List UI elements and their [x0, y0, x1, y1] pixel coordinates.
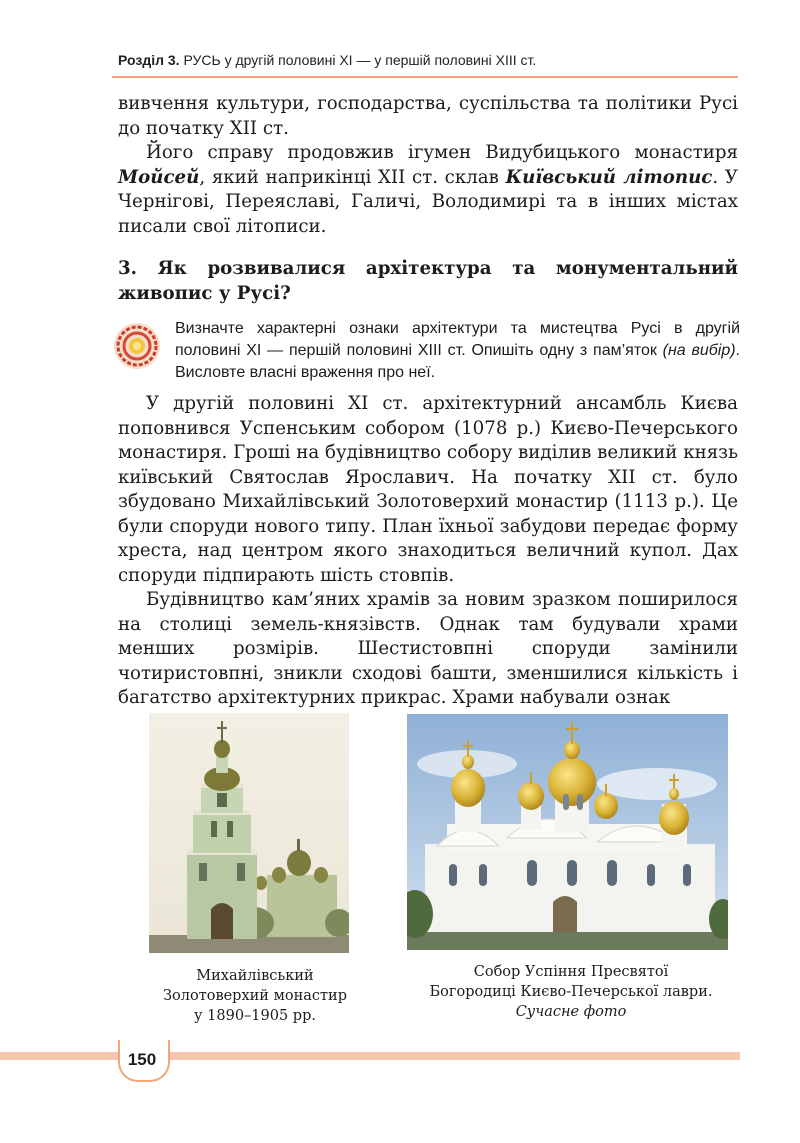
caption-line: у 1890–1905 рр. [194, 1008, 316, 1024]
text-span: , який наприкінці XII ст. склав [199, 166, 506, 188]
section-heading-text: 3. Як розвивалися архітектура та монументальний живопис у Русі? [118, 258, 738, 304]
page-number: 150 [127, 1050, 157, 1069]
kyiv-chronicle: Київський літопис [505, 166, 713, 188]
photo-mykhailivskyi-monastery [149, 713, 349, 953]
footer-bar [0, 1052, 740, 1060]
task-choice: (на вибір) [662, 342, 736, 359]
section-heading [118, 256, 738, 306]
running-header [118, 52, 738, 76]
body-paragraph-2: Будівництво кам’яних храмів за новим зразком поширилося на столиці земель-князівств. Однак там будували храми менших розмірів. Шестистовпні споруди замінили чотиристовпні, зникли сходові башти, зменшилися кількість і багатство архітектурних прикрас. Храми набували ознак [118, 589, 738, 708]
caption-photo1 [140, 966, 370, 1026]
caption-note: Сучасне фото [515, 1004, 627, 1020]
task-text [175, 318, 740, 384]
intro-paragraph-end: вивчення культури, господарства, суспільства та політики Русі до початку XII ст. [118, 93, 738, 139]
text-span: Його справу продовжив ігумен Видубицького монастиря [146, 142, 738, 163]
photo-dormition-cathedral [407, 714, 728, 950]
intro-paragraph-2 [118, 141, 738, 239]
text-span: . У Чернігові, Переяславі, Галичі, Володимирі та в інших містах писали свої літописи. [118, 166, 738, 237]
header-rule [112, 76, 738, 78]
caption-line: Богородиці Києво-Печерської лаври. [429, 984, 713, 1000]
intro-text [118, 92, 738, 239]
body-text [118, 392, 738, 711]
person-mojsej: Мойсей [118, 166, 200, 188]
section-label: Розділ 3. [118, 52, 180, 68]
text-span: . Висловте власні враження про неї. [175, 342, 740, 381]
caption-line: Михайлівський [196, 968, 314, 984]
caption-line: Собор Успіння Пресвятої [473, 964, 669, 980]
text-span: Визначте характерні ознаки архітектури та мистецтва Русі в другій половині XI — першій половині XIII ст. Опишіть одну з пам’яток [175, 320, 740, 359]
caption-line: Золотоверхий монастир [162, 988, 347, 1004]
section-title: РУСЬ у другій половині XI — у першій половині XIII ст. [183, 52, 537, 68]
caption-photo2 [400, 962, 742, 1022]
task-ornament-icon [113, 322, 161, 370]
body-paragraph-1: У другій половині XI ст. архітектурний ансамбль Києва поповнився Успенським собором (1078 р.) Києво-Печерського монастиря. Гроші на будівництво собору виділив великий князь київський Святослав Ярославич. На початку XII ст. було збудовано Михайлівський Золотоверхий монастир (1113 р.). Це були споруди нового типу. План їхньої забудови передає форму хреста, над центром якого знаходиться величний купол. Дах споруди підпирають шість стовпів. [118, 393, 738, 586]
